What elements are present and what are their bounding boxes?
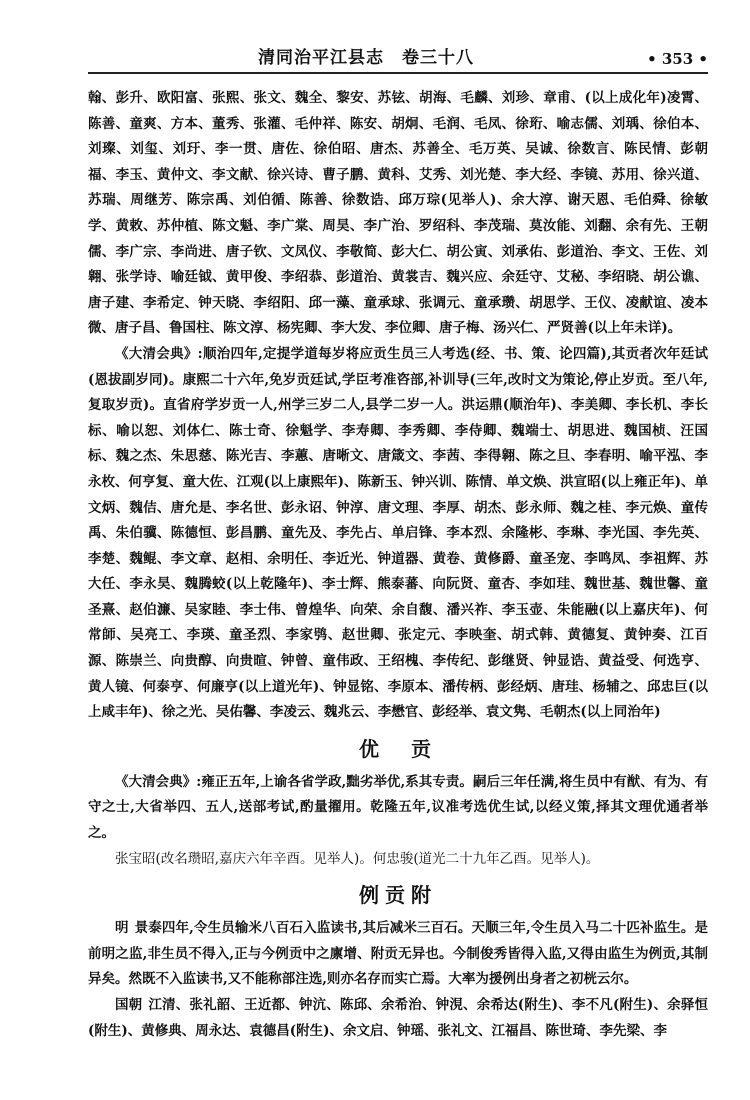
ligong-ming-text: 景泰四年,令生员输米八百石入监读书,其后减米三百石。天顺三年,令生员入马二十匹补监生。是前明之监,非生员不得入,正与今例贡中之廪增、附贡无异也。今制俊秀皆得入监,又得由监生为例贡,其制异矣。然既不入监读书,又不能称部注选,则亦名存而实亡焉。大率为援例出身者之初桄云尔。 <box>88 920 708 988</box>
yougong-huidian-paragraph: 《大清会典》:雍正五年,上谕各省学政,黜劣举优,系其专责。嗣后三年任满,将生员中有猷、有为、有守之士,大省举四、五人,送部考试,酌量擢用。乾隆五年,议准考选优生试,以经义策,择其文理优通者举之。 <box>88 773 708 842</box>
dynasty-label-ming: 明 <box>115 920 129 937</box>
page-body <box>88 86 708 1044</box>
ligong-guochao-text: 江清、张礼韶、王近都、钟沆、陈邱、余希治、钟涀、余希达(附生)、李不凡(附生)、余驿恒(附生)、黄修典、周永达、袁德昌(附生)、余文启、钟瑶、张礼文、江福昌、陈世琦、李先梁、李 <box>88 997 709 1039</box>
ligong-ming-paragraph <box>88 916 708 993</box>
dynasty-label-guochao: 国朝 <box>115 997 143 1013</box>
section-heading-yougong: 优 贡 <box>359 736 437 761</box>
names-list-chenghua: 翰、彭升、欧阳富、张熙、张文、魏全、黎安、苏铉、胡海、毛麟、刘珍、章甫、(以上成化年)凌霄、陈善、童爽、方本、董秀、张灌、毛仲祥、陈安、胡炯、毛润、毛凤、徐珩、喻志儒、刘瑀、徐伯本、刘璨、刘玺、刘玗、李一贯、唐佐、徐伯昭、唐杰、苏善全、毛万英、吴诚、徐数言、陈民情、彭朝福、李玉、黄仲文、李文献、徐兴诗、曹子鹏、黄科、艾秀、刘光楚、李大经、李镜、苏用、徐兴道、苏瑞、周继芳、陈宗禹、刘伯循、陈善、徐数诰、邱万琮(见举人)、余大淳、谢天恩、毛伯舜、徐敏学、黄敕、苏仲植、陈文魁、李广棠、周昊、李广治、罗绍科、李茂瑞、莫汝能、刘翻、余有先、王朝儒、李广宗、李尚进、唐子钦、文凤仪、李敬简、彭大仁、胡公寅、刘承佑、彭道治、李文、王佐、刘翱、张学诗、喻廷钺、黄甲俊、李绍恭、彭道治、黄裳吉、魏兴应、余廷守、艾秘、李绍晓、胡公谯、唐子建、李希定、钟天晓、李绍阳、邱一藻、童承球、张调元、童承瓒、胡思学、王仪、凌献谊、凌本微、唐子昌、鲁国柱、陈文淳、杨宪卿、李大发、李位卿、唐子梅、汤兴仁、严贤善(以上年未详)。 <box>88 90 708 337</box>
qing-huidian-suigong-paragraph: 《大清会典》:顺治四年,定提学道每岁将应贡生员三人考选(经、书、策、论四篇),其贡者次年廷试(恩拔副岁同)。康熙二十六年,免岁贡廷试,学臣考准咨部,补训导(三年,改时文为策论,停止岁贡。至八年,复取岁贡)。直省府学岁贡一人,州学三岁二人,县学二岁一人。洪运鼎(顺治年)、李美卿、李长机、李长标、喻以恕、刘体仁、陈士奇、徐魁学、李寿卿、李秀卿、李侍卿、魏端士、胡思进、魏国桢、汪国标、魏之杰、朱思慈、陈光吉、李蕙、唐晰文、唐箴文、李茜、李得翱、陈之旦、李春明、喻平泓、李永枚、何亨复、童大佐、江观(以上康熙年)、陈新玉、钟兴训、陈情、单文焕、洪宣昭(以上雍正年)、单文炳、魏佶、唐允是、李名世、彭永诏、钟淳、唐文理、李厚、胡杰、彭永师、魏之桂、李元焕、童传禹、朱伯骥、陈德恒、彭昌鹏、童先及、李先占、单启锋、李本烈、余隆彬、李琳、李光国、李先英、李楚、魏鲲、李文章、赵相、余明任、李近光、钟道器、黄卷、黄修爵、童圣宠、李鸣凤、李祖辉、苏大任、李永昊、魏腾蛟(以上乾隆年)、李士辉、熊泰蕃、向阮贤、童杏、李如珪、魏世基、魏世馨、童圣熹、赵伯濂、吴家睦、李士伟、曾煌华、向荣、余自馥、潘兴祚、李玉壶、朱能融(以上嘉庆年)、何常師、吴亮工、李瑛、童圣烈、李家鸮、赵世卿、张定元、李映奎、胡式韩、黄德复、黄钟奏、江百源、陈崇兰、向贵醇、向贵暄、钟曾、童伟政、王绍槐、李传纪、彭继贤、钟显诰、黄益受、何选亨、黄人镜、何泰亨、何廉亨(以上道光年)、钟显铭、李原本、潘传柄、彭经炳、唐珪、杨辅之、邱忠巨(以上咸丰年)、徐之光、吴佑馨、李凌云、魏兆云、李懋官、彭经举、袁文隽、毛朝杰(以上同治年) <box>88 345 708 721</box>
section-heading-ligong: 例贡附 <box>359 883 437 908</box>
yougong-names-paragraph: 张宝昭(改名瓒昭,嘉庆六年辛酉。见举人)。何忠骏(道光二十九年乙酉。见举人)。 <box>115 850 600 867</box>
running-title: 清同治平江县志 卷三十八 <box>258 48 474 68</box>
ligong-guochao-paragraph <box>88 993 708 1044</box>
page-header <box>88 40 708 74</box>
page-number: • 353 • <box>647 50 708 68</box>
